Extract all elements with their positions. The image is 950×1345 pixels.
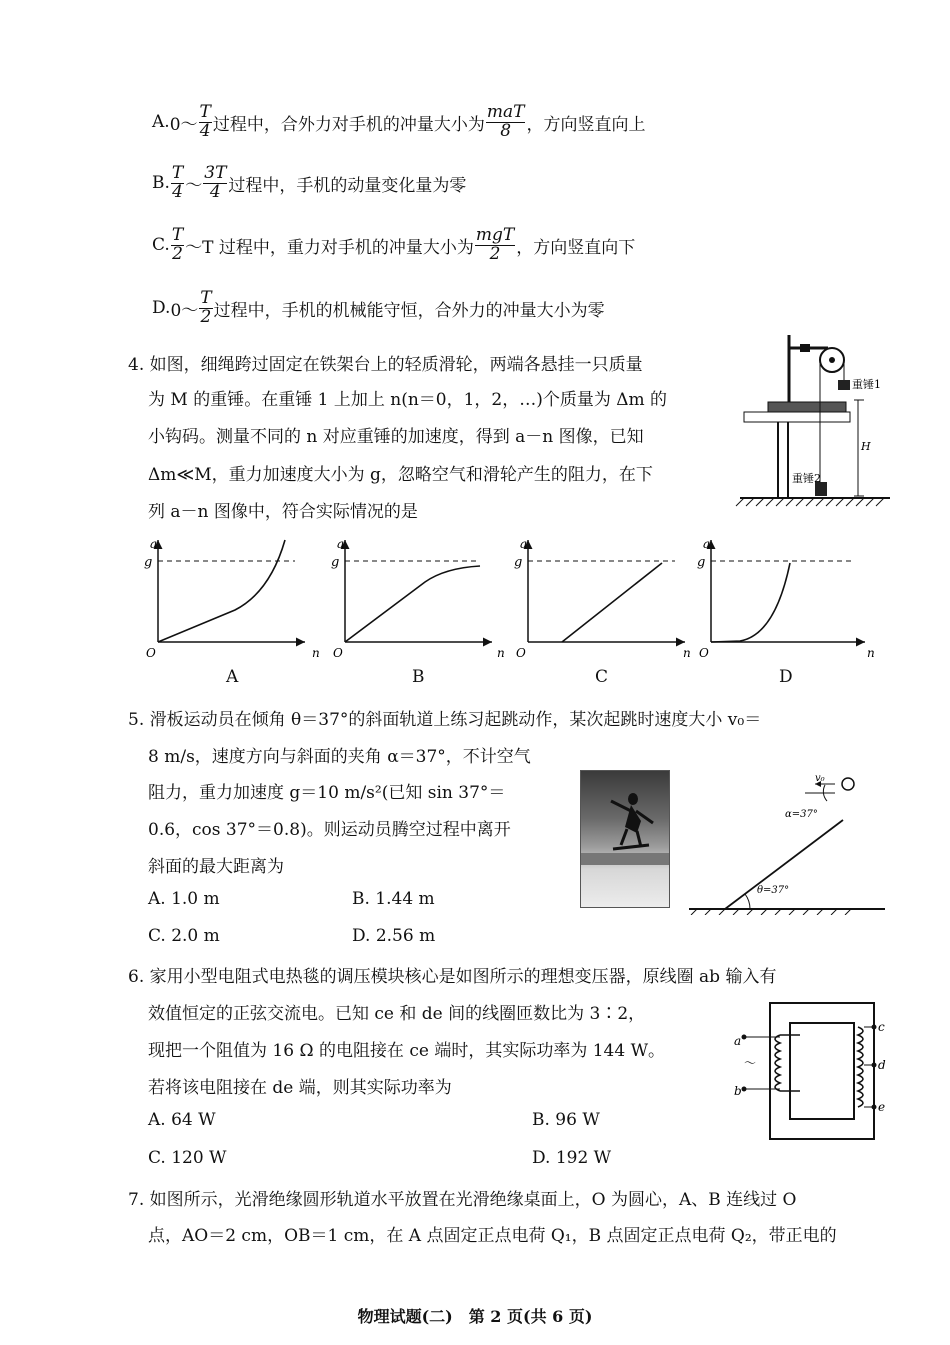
weight-1-label: 重锤1 — [852, 378, 881, 391]
q7-line-1: 7. 如图所示，光滑绝缘圆形轨道水平放置在光滑绝缘桌面上，O 为圆心，A、B 连线过 O — [128, 1190, 797, 1210]
terminal-c: c — [878, 1020, 885, 1034]
q6-option-a: A. 64 W — [148, 1110, 216, 1130]
option-text: ，方向竖直向上 — [526, 114, 646, 135]
option-letter: B. — [152, 173, 170, 194]
q5-option-a: A. 1.0 m — [148, 889, 220, 909]
q5-line-2: 8 m/s，速度方向与斜面的夹角 α＝37°，不计空气 — [148, 747, 531, 767]
graph-a-label: A — [226, 667, 239, 687]
q6-line-3: 现把一个阻值为 16 Ω 的电阻接在 ce 端时，其实际功率为 144 W。 — [148, 1041, 666, 1061]
fraction: $\frac{T}{4}$ — [171, 163, 184, 202]
skateboarder-photo — [580, 770, 670, 908]
y-axis-label: a — [520, 537, 528, 551]
q6-line-1: 6. 家用小型电阻式电热毯的调压模块核心是如图所示的理想变压器，原线圈 ab 输入有 — [128, 967, 777, 987]
q3-option-a — [152, 104, 645, 141]
terminal-e: e — [878, 1100, 886, 1114]
option-letter: D. — [152, 298, 171, 319]
graph-d-label: D — [779, 667, 793, 687]
graph-b-curve — [345, 566, 480, 642]
terminal-d: d — [878, 1058, 886, 1072]
y-axis-label: a — [703, 537, 711, 551]
g-label: g — [144, 555, 153, 570]
v0-label: v₀ — [815, 775, 825, 784]
option-text: 0～ — [169, 114, 198, 135]
fraction: $\frac{T}{2}$ — [200, 288, 212, 327]
origin-label: O — [516, 646, 526, 660]
q7-line-2: 点，AO＝2 cm，OB＝1 cm，在 A 点固定正点电荷 Q₁，B 点固定正点电荷 Q₂，带正电的 — [148, 1226, 837, 1246]
option-text: ～T 过程中，重力对手机的冲量大小为 — [185, 237, 474, 258]
graph-a-curve — [158, 540, 285, 642]
skateboarder-figure — [581, 771, 669, 907]
q5-option-d: D. 2.56 m — [352, 926, 436, 946]
graph-a — [144, 537, 320, 660]
incline-diagram — [685, 775, 890, 915]
q5-line-3: 阻力，重力加速度 g＝10 m/s²(已知 sin 37°＝ — [148, 783, 506, 803]
q6-line-2: 效值恒定的正弦交流电。已知 ce 和 de 间的线圈匝数比为 3∶2， — [148, 1004, 646, 1024]
q4-line-4: Δm≪M，重力加速度大小为 g，忽略空气和滑轮产生的阻力，在下 — [148, 465, 653, 485]
alpha-label: α=37° — [785, 809, 818, 820]
graph-d — [697, 537, 875, 660]
graph-d-curve — [711, 563, 790, 642]
y-axis-label: a — [337, 537, 345, 551]
option-text: 0～ — [170, 300, 199, 321]
q6-line-4: 若将该电阻接在 de 端，则其实际功率为 — [148, 1078, 452, 1098]
origin-label: O — [146, 646, 156, 660]
fraction: $\frac{T}{4}$ — [199, 102, 211, 141]
q6-option-c: C. 120 W — [148, 1148, 227, 1168]
option-text: 过程中，手机的机械能守恒，合外力的冲量大小为零 — [213, 300, 605, 321]
q4-line-5: 列 a－n 图像中，符合实际情况的是 — [148, 502, 418, 522]
graph-b-label: B — [412, 667, 425, 687]
q5-line-1: 5. 滑板运动员在倾角 θ＝37°的斜面轨道上练习起跳动作，某次起跳时速度大小 v₀＝ — [128, 710, 762, 730]
option-letter: C. — [152, 235, 170, 256]
q5-line-5: 斜面的最大距离为 — [148, 857, 284, 877]
q5-line-4: 0.6，cos 37°＝0.8)。则运动员腾空过程中离开 — [148, 820, 511, 840]
fraction: $\frac{\text{maT}}{8}$ — [486, 102, 525, 141]
option-text: 过程中，手机的动量变化量为零 — [228, 175, 467, 196]
option-letter: A. — [152, 112, 170, 133]
option-text: ～ — [185, 175, 203, 196]
fraction: $\frac{\text{mgT}}{2}$ — [475, 225, 515, 264]
g-label: g — [514, 555, 523, 570]
graph-c-line — [562, 563, 662, 642]
terminal-b: b — [734, 1084, 742, 1098]
fraction: $\frac{3T}{4}$ — [204, 163, 227, 202]
origin-label: O — [333, 646, 343, 660]
graph-c — [514, 537, 691, 660]
q4-line-3: 小钩码。测量不同的 n 对应重锤的加速度，得到 a－n 图像，已知 — [148, 427, 644, 447]
x-axis-label: n — [867, 646, 875, 660]
x-axis-label: n — [312, 646, 320, 660]
theta-label: θ=37° — [757, 885, 790, 896]
fraction: $\frac{T}{2}$ — [171, 225, 184, 264]
ac-symbol: ～ — [744, 1056, 757, 1070]
q6-option-b: B. 96 W — [532, 1110, 600, 1130]
q5-option-c: C. 2.0 m — [148, 926, 220, 946]
option-text: ，方向竖直向下 — [516, 237, 636, 258]
q5-option-b: B. 1.44 m — [352, 889, 435, 909]
q4-line-1: 4. 如图，细绳跨过固定在铁架台上的轻质滑轮，两端各悬挂一只质量 — [128, 355, 643, 375]
q4-line-2: 为 M 的重锤。在重锤 1 上加上 n(n＝0，1，2，…)个质量为 Δm 的 — [148, 390, 668, 410]
y-axis-label: a — [150, 537, 158, 551]
page-footer: 物理试题(二) 第 2 页(共 6 页) — [357, 1307, 593, 1326]
transformer-diagram — [730, 995, 890, 1145]
q3-option-c — [152, 227, 635, 264]
height-label: H — [861, 440, 871, 453]
origin-label: O — [699, 646, 709, 660]
graph-b — [331, 537, 505, 660]
q4-graphs — [140, 530, 900, 665]
terminal-a: a — [734, 1034, 742, 1048]
q6-option-d: D. 192 W — [532, 1148, 612, 1168]
option-text: 过程中，合外力对手机的冲量大小为 — [212, 114, 485, 135]
g-label: g — [331, 555, 340, 570]
g-label: g — [697, 555, 706, 570]
graph-c-label: C — [595, 667, 609, 687]
q3-option-b — [152, 165, 466, 202]
weight-2-label: 重锤2 — [792, 472, 821, 485]
q3-option-d — [152, 290, 605, 327]
pulley-apparatus-diagram — [730, 330, 905, 510]
x-axis-label: n — [683, 646, 691, 660]
x-axis-label: n — [497, 646, 505, 660]
